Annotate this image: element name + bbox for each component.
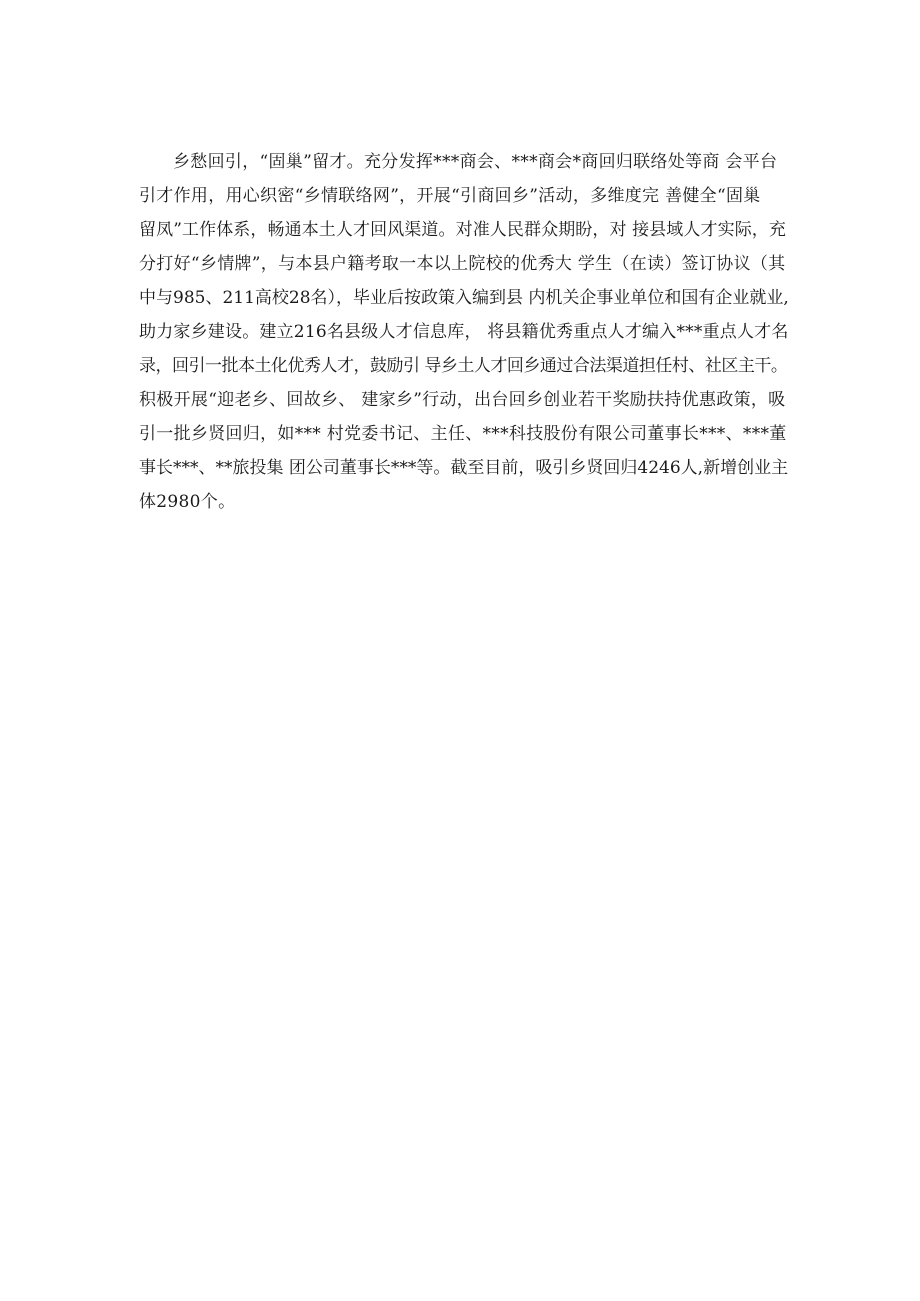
paragraph-line-3: 留凤”工作体系，畅通本土人才回风渠道。对准人民群众期盼，对 接县域人才实际，充: [139, 220, 786, 240]
paragraph-line-8: 积极开展“迎老乡、回故乡、 建家乡”行动，出台回乡创业若干奖励扶持优惠政策，吸: [139, 390, 786, 410]
paragraph-line-4: 分打好“乡情牌”，与本县户籍考取一本以上院校的优秀大 学生（在读）签订协议（其: [139, 254, 786, 274]
paragraph-line-7: 录，回引一批本土化优秀人才，鼓励引 导乡土人才回乡通过合法渠道担任村、社区主干。: [139, 356, 788, 376]
paragraph-line-6: 助力家乡建设。建立216名县级人才信息库， 将县籍优秀重点人才编入***重点人才名: [139, 322, 789, 342]
paragraph-line-1: 乡愁回引，“固巢”留才。充分发挥***商会、***商会*商回归联络处等商 会平台: [173, 152, 778, 172]
paragraph-line-10: 事长***、**旅投集 团公司董事长***等。截至目前，吸引乡贤回归4246人,新增创业主: [139, 458, 789, 478]
body-paragraph: [139, 145, 789, 519]
paragraph-line-9: 引一批乡贤回归，如*** 村党委书记、主任、***科技股份有限公司董事长***、***董: [139, 424, 787, 444]
paragraph-line-2: 引才作用，用心织密“乡情联络网”，开展“引商回乡”活动，多维度完 善健全“固巢: [139, 186, 761, 206]
paragraph-line-5: 中与985、211高校28名），毕业后按政策入编到县 内机关企事业单位和国有企业就业,: [139, 288, 789, 308]
paragraph-line-11: 体2980个。: [139, 492, 236, 512]
